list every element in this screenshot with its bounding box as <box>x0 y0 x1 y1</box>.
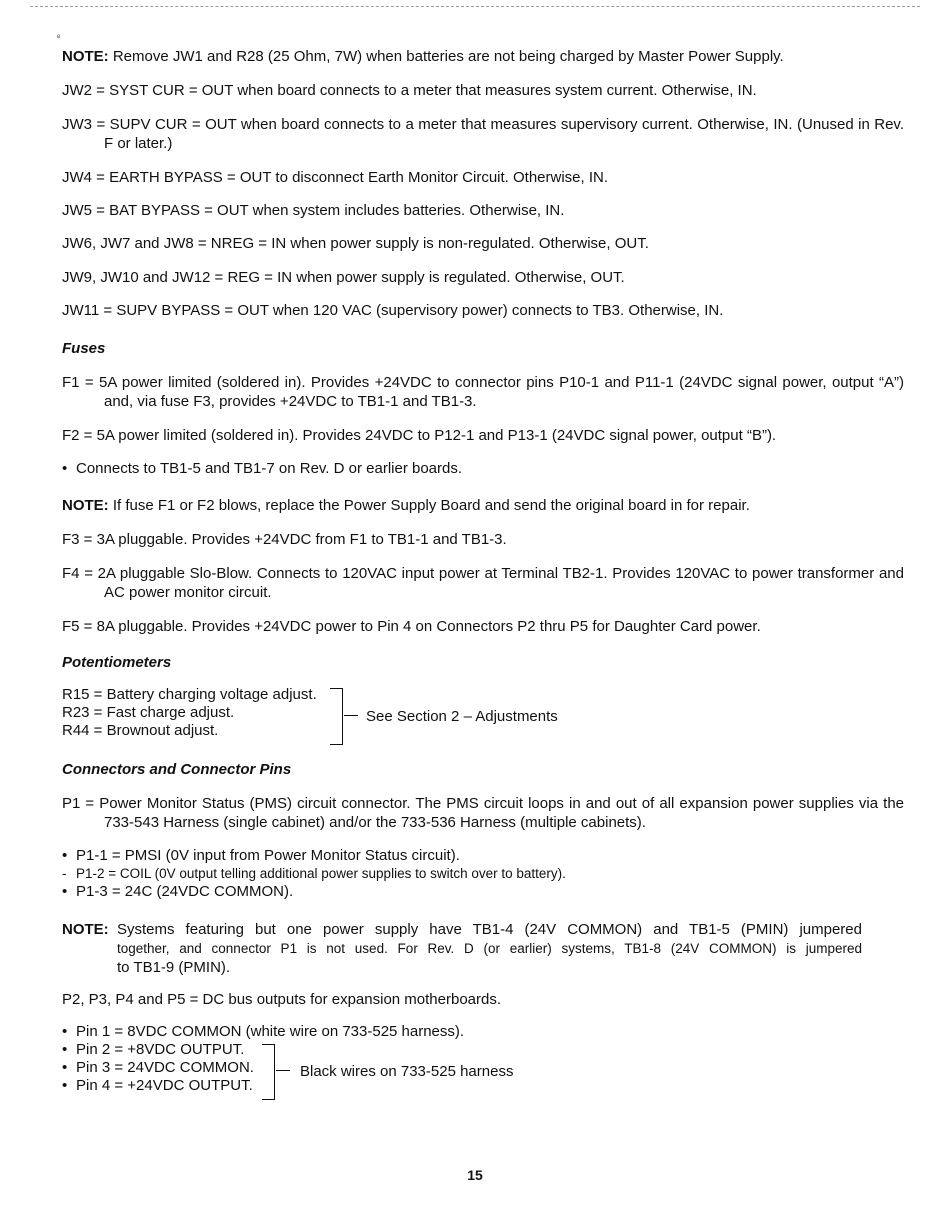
bullet-icon: • <box>62 460 68 477</box>
bullet-icon: - <box>62 866 67 881</box>
bullet-icon: • <box>62 1041 68 1058</box>
potentiometer-bracket-label: See Section 2 – Adjustments <box>366 708 558 725</box>
note-line: together, and connector P1 is not used. For Rev. D (or earlier) systems, TB1-8 (24V COMMON) is jumpered <box>117 941 862 956</box>
note-text: If fuse F1 or F2 blows, replace the Power Supply Board and send the original board in for repair. <box>112 497 750 514</box>
pin-text: Pin 2 = +8VDC OUTPUT. <box>76 1041 245 1058</box>
pins-bracket <box>262 1044 275 1100</box>
jumper-jw5: JW5 = BAT BYPASS = OUT when system includes batteries. Otherwise, IN. <box>62 202 565 219</box>
note-label: NOTE: <box>62 921 109 938</box>
list-item <box>62 1041 862 1059</box>
page-number: 15 <box>467 1167 483 1183</box>
connector-note <box>62 920 862 977</box>
connector-p2-p5: P2, P3, P4 and P5 = DC bus outputs for expansion motherboards. <box>62 991 502 1008</box>
bus-pin-list <box>62 1023 862 1095</box>
pin-text: P1-1 = PMSI (0V input from Power Monitor Status circuit). <box>76 847 460 864</box>
note-text: Remove JW1 and R28 (25 Ohm, 7W) when batteries are not being charged by Master Power Supply. <box>112 48 784 65</box>
pin-text: Pin 1 = 8VDC COMMON (white wire on 733-525 harness). <box>76 1023 465 1040</box>
jumper-jw3: JW3 = SUPV CUR = OUT when board connects to a meter that measures supervisory current. Otherwise, IN. (Unused in Rev. F or later.) <box>62 116 904 152</box>
fuse-f2: F2 = 5A power limited (soldered in). Provides 24VDC to P12-1 and P13-1 (24VDC signal power, output “B”). <box>62 427 777 444</box>
fuse-f3: F3 = 3A pluggable. Provides +24VDC from F1 to TB1-1 and TB1-3. <box>62 531 507 548</box>
potentiometers-heading: Potentiometers <box>62 654 172 671</box>
jumper-note <box>62 47 862 66</box>
note-label: NOTE: <box>62 497 109 514</box>
bullet-icon: • <box>62 1077 68 1094</box>
bracket-dash <box>276 1070 290 1071</box>
note-body <box>117 920 862 977</box>
fuses-heading: Fuses <box>62 340 106 357</box>
connector-p1: P1 = Power Monitor Status (PMS) circuit connector. The PMS circuit loops in and out of all expansion power supplies via the 733-543 Harness (single cabinet) and/or the 733-536 Harness (multiple cabinets). <box>62 795 904 831</box>
pin-text: P1-3 = 24C (24VDC COMMON). <box>76 883 294 900</box>
bullet-icon: • <box>62 847 68 864</box>
pin-text: Pin 4 = +24VDC OUTPUT. <box>76 1077 253 1094</box>
note-line: to TB1-9 (PMIN). <box>117 959 231 976</box>
list-item <box>62 865 862 883</box>
fuse-f5: F5 = 8A pluggable. Provides +24VDC power to Pin 4 on Connectors P2 thru P5 for Daughter Card power. <box>62 618 761 635</box>
top-scan-line <box>30 6 920 7</box>
note-line: Systems featuring but one power supply have TB1-4 (24V COMMON) and TB1-5 (PMIN) jumpered <box>117 921 862 938</box>
fuse-f1: F1 = 5A power limited (soldered in). Provides +24VDC to connector pins P10-1 and P11-1 (24VDC signal power, output “A”) and, via fuse F3, provides +24VDC to TB1-1 and TB1-3. <box>62 374 904 410</box>
list-item <box>62 1023 862 1041</box>
bullet-icon: • <box>62 1023 68 1040</box>
jumper-jw11: JW11 = SUPV BYPASS = OUT when 120 VAC (supervisory power) connects to TB3. Otherwise, IN. <box>62 302 724 319</box>
bullet-text: Connects to TB1-5 and TB1-7 on Rev. D or earlier boards. <box>76 460 463 477</box>
corner-mark: ᵉ <box>57 32 61 42</box>
jumper-jw4: JW4 = EARTH BYPASS = OUT to disconnect Earth Monitor Circuit. Otherwise, IN. <box>62 169 609 186</box>
jumper-jw2: JW2 = SYST CUR = OUT when board connects to a meter that measures system current. Otherwise, IN. <box>62 82 757 99</box>
pins-bracket-label: Black wires on 733-525 harness <box>300 1063 514 1080</box>
list-item <box>62 883 862 901</box>
potentiometer-item: R44 = Brownout adjust. <box>62 722 219 739</box>
bracket-dash <box>344 715 358 716</box>
fuse-f4: F4 = 2A pluggable Slo-Blow. Connects to 120VAC input power at Terminal TB2-1. Provides 120VAC to power transformer and AC power monitor circuit. <box>62 565 904 601</box>
fuse-note <box>62 496 862 515</box>
jumper-jw9: JW9, JW10 and JW12 = REG = IN when power supply is regulated. Otherwise, OUT. <box>62 269 625 286</box>
potentiometer-bracket <box>330 688 343 745</box>
fuse-f2-bullet <box>62 459 862 478</box>
potentiometer-item: R15 = Battery charging voltage adjust. <box>62 686 317 703</box>
list-item <box>62 847 862 865</box>
p1-pin-list <box>62 847 862 901</box>
bullet-icon: • <box>62 883 68 900</box>
potentiometer-item: R23 = Fast charge adjust. <box>62 704 235 721</box>
pin-text: Pin 3 = 24VDC COMMON. <box>76 1059 254 1076</box>
jumper-jw6: JW6, JW7 and JW8 = NREG = IN when power supply is non-regulated. Otherwise, OUT. <box>62 235 649 252</box>
pin-text: P1-2 = COIL (0V output telling additional power supplies to switch over to battery). <box>76 866 566 881</box>
bullet-icon: • <box>62 1059 68 1076</box>
connectors-heading: Connectors and Connector Pins <box>62 761 292 778</box>
note-label: NOTE: <box>62 48 109 65</box>
